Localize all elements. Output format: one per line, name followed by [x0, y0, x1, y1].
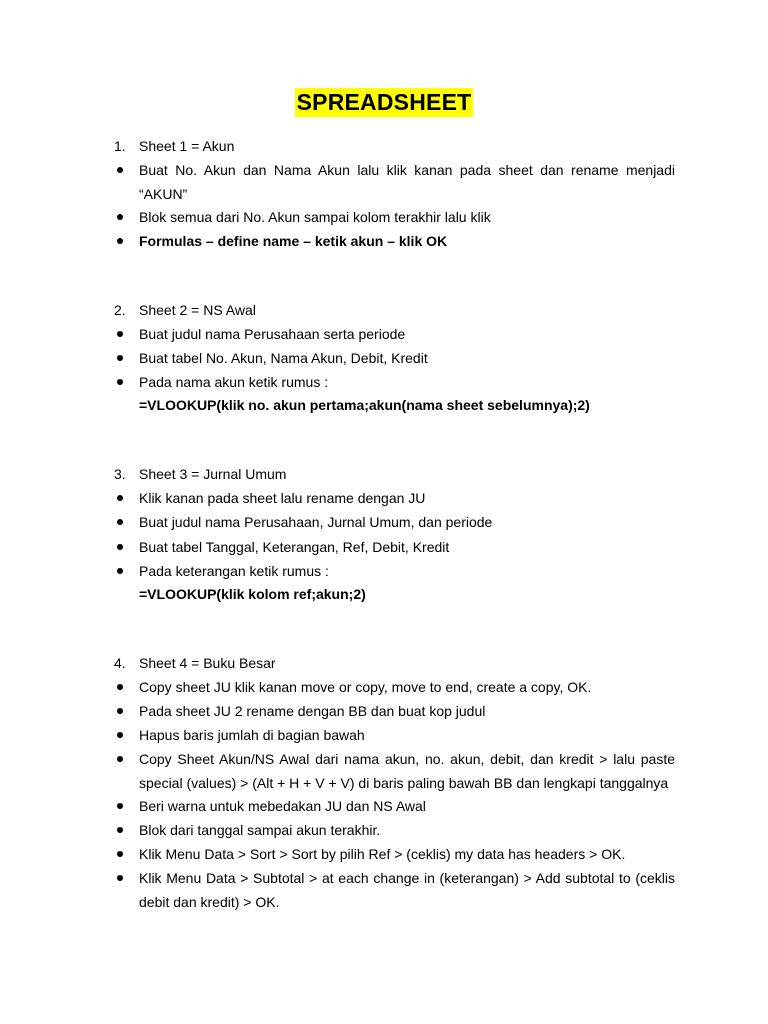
section-1-number: 1.: [114, 138, 126, 154]
section-4-item-8: [139, 866, 675, 914]
section-4-item-5: [139, 794, 675, 818]
section-2-heading: Sheet 2 = NS Awal: [139, 302, 256, 318]
bullet-icon: [117, 355, 123, 361]
bullet-icon: [117, 732, 123, 738]
section-4-item-3: [139, 723, 675, 747]
section-2-item-3: [139, 370, 675, 394]
section-1-heading-line: [114, 134, 675, 158]
section-3-item-4: [139, 559, 675, 583]
list-item-text: Buat judul nama Perusahaan, Jurnal Umum, dan periode: [139, 514, 493, 530]
section-3-heading: Sheet 3 = Jurnal Umum: [139, 466, 287, 482]
section-2-item-2: [139, 346, 675, 370]
section-2-heading-line: [114, 298, 675, 322]
title-container: [0, 88, 768, 117]
bullet-icon: [117, 684, 123, 690]
list-item-text: Klik Menu Data > Subtotal > at each change in (keterangan) > Add subtotal to (ceklis debit dan kredit) > OK.: [139, 870, 675, 910]
bullet-icon: [117, 379, 123, 385]
section-3-item-1: [139, 486, 675, 510]
bullet-icon: [117, 495, 123, 501]
list-item-text: Formulas – define name – ketik akun – klik OK: [139, 233, 448, 249]
section-3-item-3: [139, 535, 675, 559]
bullet-icon: [117, 827, 123, 833]
section-4-heading-line: [114, 651, 675, 675]
list-item-text: Buat tabel Tanggal, Keterangan, Ref, Debit, Kredit: [139, 539, 450, 555]
section-4-item-6: [139, 818, 675, 842]
list-item-text: Buat tabel No. Akun, Nama Akun, Debit, Kredit: [139, 350, 428, 366]
bullet-icon: [117, 875, 123, 881]
list-item-text: Pada keterangan ketik rumus :: [139, 563, 329, 579]
page-title: SPREADSHEET: [296, 89, 472, 115]
section-2-item-1: [139, 322, 675, 346]
list-item-text: Blok dari tanggal sampai akun terakhir.: [139, 822, 381, 838]
section-1-item-1: [139, 158, 675, 206]
section-2-formula: =VLOOKUP(klik no. akun pertama;akun(nama sheet sebelumnya);2): [139, 397, 590, 413]
list-item-text: Copy sheet JU klik kanan move or copy, move to end, create a copy, OK.: [139, 679, 592, 695]
bullet-icon: [117, 331, 123, 337]
section-1-item-2: [139, 205, 675, 229]
list-item-text: Buat judul nama Perusahaan serta periode: [139, 326, 406, 342]
list-item-text: Buat No. Akun dan Nama Akun lalu klik kanan pada sheet dan rename menjadi “AKUN”: [139, 162, 675, 202]
section-4-heading: Sheet 4 = Buku Besar: [139, 655, 276, 671]
section-4-number: 4.: [114, 655, 126, 671]
bullet-icon: [117, 519, 123, 525]
section-3-item-2: [139, 510, 675, 534]
bullet-icon: [117, 214, 123, 220]
section-3-formula: =VLOOKUP(klik kolom ref;akun;2): [139, 586, 366, 602]
section-4-item-2: [139, 699, 675, 723]
list-item-text: Copy Sheet Akun/NS Awal dari nama akun, no. akun, debit, dan kredit > lalu paste special (values) > (Alt + H + V + V) di baris paling bawah BB dan lengkapi tanggalnya: [139, 751, 675, 791]
list-item-text: Klik Menu Data > Sort > Sort by pilih Ref > (ceklis) my data has headers > OK.: [139, 846, 626, 862]
list-item-text: Beri warna untuk mebedakan JU dan NS Awal: [139, 798, 426, 814]
section-4-item-7: [139, 842, 675, 866]
list-item-text: Klik kanan pada sheet lalu rename dengan JU: [139, 490, 426, 506]
bullet-icon: [117, 756, 123, 762]
section-4-item-1: [139, 675, 675, 699]
section-3-heading-line: [114, 462, 675, 486]
bullet-icon: [117, 544, 123, 550]
section-2-number: 2.: [114, 302, 126, 318]
bullet-icon: [117, 708, 123, 714]
list-item-text: Pada nama akun ketik rumus :: [139, 374, 329, 390]
list-item-text: Blok semua dari No. Akun sampai kolom terakhir lalu klik: [139, 209, 491, 225]
section-4-item-4: [139, 747, 675, 795]
bullet-icon: [117, 568, 123, 574]
bullet-icon: [117, 167, 123, 173]
list-item-text: Hapus baris jumlah di bagian bawah: [139, 727, 365, 743]
section-3-number: 3.: [114, 466, 126, 482]
section-1-item-3: [139, 229, 675, 253]
section-1-heading: Sheet 1 = Akun: [139, 138, 235, 154]
bullet-icon: [117, 851, 123, 857]
bullet-icon: [117, 238, 123, 244]
list-item-text: Pada sheet JU 2 rename dengan BB dan buat kop judul: [139, 703, 486, 719]
bullet-icon: [117, 803, 123, 809]
